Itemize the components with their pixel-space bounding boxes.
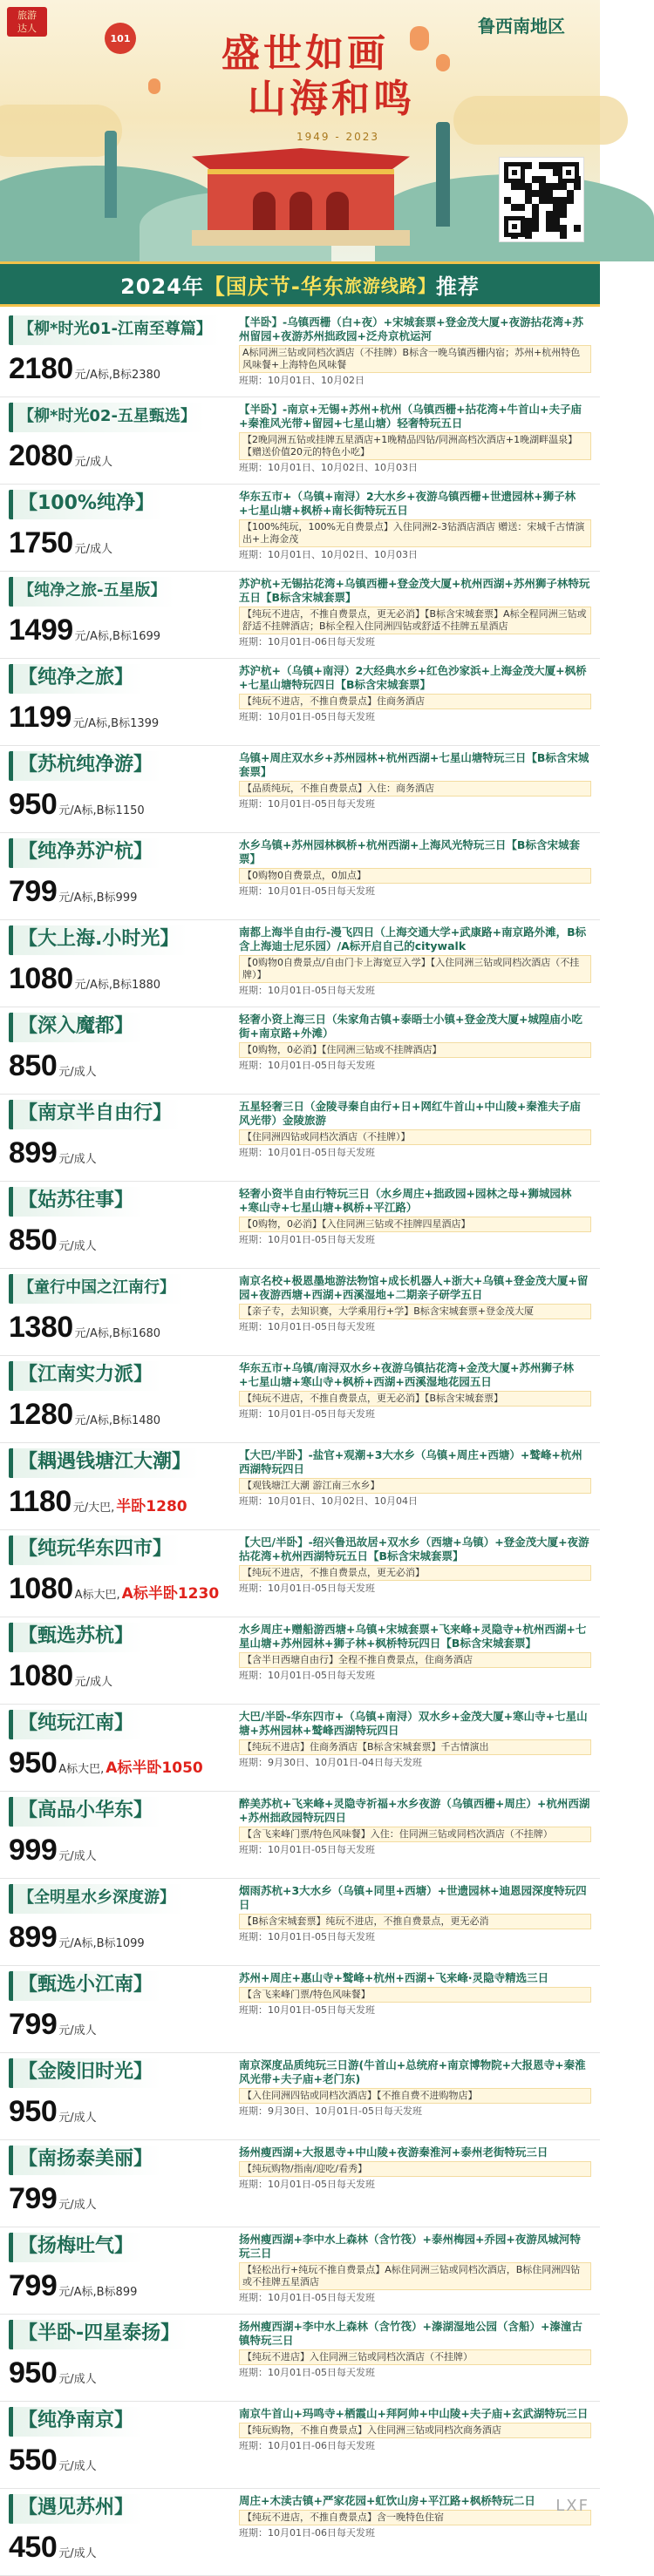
route-price: 450 <box>9 2531 58 2564</box>
route-row[interactable] <box>0 2140 600 2227</box>
route-tag: 【纯净之旅-五星版】 <box>9 577 174 607</box>
route-departure: 班期：9月30日、10月01日-05日每天发班 <box>239 2105 422 2117</box>
route-tag: 【甄选小江南】 <box>9 1971 161 2001</box>
route-price: 899 <box>9 1136 58 1169</box>
route-details <box>234 1879 600 1965</box>
price-line <box>9 1311 227 1345</box>
route-tag: 【高品小华东】 <box>9 1797 161 1827</box>
route-tag: 【扬梅吐气】 <box>9 2233 142 2262</box>
route-details <box>234 1007 600 1094</box>
route-summary <box>0 746 234 832</box>
price-line <box>9 788 227 822</box>
price-line <box>9 875 227 909</box>
route-details <box>234 485 600 571</box>
route-note: 【2晚同洲五钻或挂牌五星酒店+1晚精品四钻/同洲高档次酒店+1晚湖畔温泉】【赠送价值20元的特色小吃】 <box>239 432 591 460</box>
route-departure: 班期：10月01日、10月02日、10月03日 <box>239 462 418 473</box>
tiananmen-gate-illustration <box>192 148 410 246</box>
route-summary <box>0 2140 234 2227</box>
route-itinerary: 五星轻奢三日（金陵寻秦自由行+日+网红牛首山+中山陵+秦淮夫子庙风光带）金陵旅游 <box>239 1100 581 1127</box>
route-note: 【纯玩购物/指南/迎吃/看秀】 <box>239 2161 591 2177</box>
banner-title: 【国庆节-华东 <box>203 274 344 299</box>
route-summary <box>0 2315 234 2401</box>
route-summary <box>0 1879 234 1965</box>
route-row[interactable] <box>0 2053 600 2140</box>
price-line <box>9 2008 227 2042</box>
route-price: 1750 <box>9 526 73 559</box>
headline <box>174 31 436 122</box>
route-tag: 【柳*时光02-五星甄选】 <box>9 403 205 432</box>
route-tag: 【全明星水乡深度游】 <box>9 1884 184 1914</box>
route-note: 【品质纯玩，不推自费景点】入住：商务酒店 <box>239 781 591 797</box>
route-row[interactable] <box>0 310 600 397</box>
headline-line1: 盛世如画 <box>221 31 389 76</box>
route-summary <box>0 1705 234 1791</box>
route-summary <box>0 2227 234 2314</box>
route-tag: 【南扬泰美丽】 <box>9 2146 161 2175</box>
route-note: 【B标含宋城套票】纯玩不进店，不推自费景点，更无必消 <box>239 1914 591 1929</box>
route-summary <box>0 2402 234 2488</box>
route-note: 【0购物，0必消】【住同洲三钻或不挂牌酒店】 <box>239 1042 591 1058</box>
route-price: 1199 <box>9 701 72 734</box>
route-note: 【0购物0自费景点/自由门卡上海宽豆入学】【入住同洲三钻或同档次酒店（不挂牌）】 <box>239 955 591 983</box>
route-price-unit: 元/成人 <box>58 1240 97 1253</box>
route-note: 【100%纯玩，100%无自费景点】入住同洲2-3钻酒店酒店 赠送：宋城千古情演出+上海金茂 <box>239 519 591 547</box>
route-itinerary: 扬州瘦西湖+李中水上森林（含竹筏）+泰州梅园+乔园+夜游凤城河特玩三日 <box>239 2233 581 2260</box>
route-row[interactable] <box>0 572 600 659</box>
route-departure: 班期：10月01日、10月02日、10月04日 <box>239 1495 418 1507</box>
route-departure: 班期：10月01日-06日每天发班 <box>239 636 375 647</box>
route-price: 1499 <box>9 613 73 647</box>
route-tag: 【柳*时光01-江南至尊篇】 <box>9 315 221 345</box>
route-departure: 班期：10月01日-05日每天发班 <box>239 711 375 722</box>
price-line <box>9 2095 227 2129</box>
route-price: 1080 <box>9 1572 73 1605</box>
route-row[interactable] <box>0 746 600 833</box>
route-price: 950 <box>9 2356 58 2390</box>
route-itinerary: 烟雨苏杭+3大水乡（乌镇+同里+西塘）+世遗园林+迪恩园深度特玩四日 <box>239 1884 587 1911</box>
route-note: 【含飞来峰门票/特色风味餐】 <box>239 1987 591 2003</box>
route-note: 【轻松出行+纯玩不推自费景点】A标住同洲三钻或同档次酒店，B标住同洲四钻或不挂牌五星酒店 <box>239 2262 591 2290</box>
route-details <box>234 2053 600 2139</box>
route-tag: 【大上海.小时光】 <box>9 925 187 955</box>
route-price-unit: 元/大巴, <box>72 1502 115 1515</box>
route-details <box>234 1966 600 2052</box>
route-price-unit: 元/成人 <box>74 1676 113 1689</box>
route-departure: 班期：10月01日-05日每天发班 <box>239 1060 375 1071</box>
route-summary <box>0 1617 234 1704</box>
route-price: 799 <box>9 2269 58 2302</box>
route-price-unit: 元/A标,B标1699 <box>74 630 161 643</box>
route-summary <box>0 1792 234 1878</box>
route-row[interactable] <box>0 1617 600 1705</box>
route-price: 799 <box>9 875 58 908</box>
route-summary <box>0 1007 234 1094</box>
qr-code[interactable] <box>499 157 584 242</box>
route-note: 【纯玩不进店，不推自费景点，更无必消】【B标含宋城套票】A标全程同洲三钻或舒适不挂牌酒店；B标全程入住同洲四钻或舒适不挂牌五星酒店 <box>239 607 591 634</box>
route-itinerary: 南京名校+极恩墨地游法物馆+成长机器人+浙大+乌镇+登金茂大厦+留园+夜游西塘+西湖+西溪湿地+二期亲子研学五日 <box>239 1274 589 1301</box>
route-details <box>234 1443 600 1529</box>
route-tag: 【耦遇钱塘江大潮】 <box>9 1448 200 1478</box>
route-itinerary: 水乡周庄+赠船游西塘+乌镇+宋城套票+飞来峰+灵隐寺+杭州西湖+七星山塘+苏州园林+狮子林+枫桥特玩四日【B标含宋城套票】 <box>239 1623 587 1650</box>
route-itinerary: 周庄+木渎古镇+严家花园+虹饮山房+平江路+枫桥特玩二日 <box>239 2494 535 2507</box>
route-note: 【纯玩不进店，不推自费景点】含一晚特色住宿 <box>239 2510 591 2525</box>
route-price: 1080 <box>9 1659 73 1692</box>
route-row[interactable] <box>0 1705 600 1792</box>
route-row[interactable] <box>0 1879 600 1966</box>
route-note: 【入住同洲四钻或同档次酒店】【不推自费不进购物店】 <box>239 2088 591 2104</box>
route-price-highlight: 半卧1280 <box>116 1498 187 1515</box>
route-price-unit: 元/A标,B标1150 <box>58 804 145 817</box>
route-tag: 【100%纯净】 <box>9 490 163 519</box>
route-row[interactable] <box>0 1269 600 1356</box>
route-note: 【住同洲四钻或同档次酒店（不挂牌）】 <box>239 1129 591 1145</box>
route-details <box>234 2227 600 2314</box>
price-line <box>9 2269 227 2303</box>
route-summary <box>0 1095 234 1181</box>
route-departure: 班期：10月01日-05日每天发班 <box>239 1844 375 1855</box>
route-departure: 班期：10月01日-05日每天发班 <box>239 1583 375 1594</box>
route-itinerary: 南都上海半自由行-漫飞四日（上海交通大学+武康路+南京路外滩，B标含上海迪士尼乐园）/A标开启自己的citywalk <box>239 925 587 952</box>
route-note: 【纯玩不进店，不推自费景点，更无必消】 <box>239 1565 591 1581</box>
route-note: 【0购物0自费景点，0加点】 <box>239 868 591 884</box>
route-itinerary: 乌镇+周庄双水乡+苏州园林+杭州西湖+七星山塘特玩三日【B标含宋城套票】 <box>239 751 589 778</box>
route-price: 799 <box>9 2182 58 2215</box>
route-note: 【观钱塘江大潮 游江南三水乡】 <box>239 1478 591 1494</box>
price-line <box>9 1746 227 1780</box>
route-details <box>234 2402 600 2488</box>
logo-text: 旅游 达人 <box>17 10 37 34</box>
cloud-decoration <box>453 96 628 145</box>
route-price: 999 <box>9 1834 58 1867</box>
route-departure: 班期：10月01日-06日每天发班 <box>239 2527 375 2539</box>
banner-end: 推荐 <box>435 274 480 299</box>
lantern-icon <box>148 78 160 94</box>
route-departure: 班期：10月01日-05日每天发班 <box>239 2179 375 2190</box>
price-line <box>9 1834 227 1868</box>
route-price: 950 <box>9 2095 58 2128</box>
route-tag: 【姑苏往事】 <box>9 1187 142 1217</box>
route-tag: 【金陵旧时光】 <box>9 2058 161 2088</box>
route-row[interactable] <box>0 1530 600 1617</box>
route-price-unit: 元/成人 <box>58 1066 97 1079</box>
banner-suffix: 旅游线路】 <box>344 275 436 296</box>
price-line <box>9 2182 227 2216</box>
route-details <box>234 397 600 484</box>
route-departure: 班期：10月01日-06日每天发班 <box>239 2440 375 2451</box>
route-price-unit: 元/成人 <box>74 543 113 556</box>
price-line <box>9 613 227 647</box>
route-price-unit: 元/A标,B标999 <box>58 891 138 905</box>
route-note: 【纯玩购物，不推自费景点】入住同洲三钻或同档次商务酒店 <box>239 2423 591 2438</box>
tower-decoration <box>436 122 450 227</box>
price-line <box>9 1572 227 1606</box>
route-summary <box>0 2489 234 2575</box>
route-details <box>234 1356 600 1442</box>
route-itinerary: 苏沪杭+（乌镇+南浔）2大经典水乡+红色沙家浜+上海金茂大厦+枫桥+七星山塘特玩四日【B标含宋城套票】 <box>239 664 587 691</box>
years-label: 1949 - 2023 <box>296 131 380 143</box>
route-tag: 【苏杭纯净游】 <box>9 751 161 781</box>
route-tag: 【纯净之旅】 <box>9 664 142 694</box>
route-itinerary: 轻奢小资上海三日（朱家角古镇+泰晤士小镇+登金茂大厦+城隍庙小吃街+南京路+外滩） <box>239 1013 582 1040</box>
route-price: 2080 <box>9 439 73 472</box>
route-details <box>234 920 600 1007</box>
banner-year: 2024年 <box>120 274 204 299</box>
route-row[interactable] <box>0 1007 600 1095</box>
route-details <box>234 1617 600 1704</box>
route-tag: 【甄选苏杭】 <box>9 1623 142 1652</box>
route-price-unit: 元/成人 <box>58 2547 97 2560</box>
route-itinerary: 南京牛首山+玛鸣寺+栖霞山+拜阿帅+中山陵+夫子庙+玄武湖特玩三日 <box>239 2407 589 2420</box>
brand-logo <box>7 7 47 37</box>
route-details <box>234 2315 600 2401</box>
route-itinerary: 水乡乌镇+苏州园林枫桥+杭州西湖+上海风光特玩三日【B标含宋城套票】 <box>239 838 580 865</box>
tower-decoration <box>105 131 117 218</box>
route-row[interactable] <box>0 833 600 920</box>
route-price-unit: 元/A标,B标1880 <box>74 979 161 992</box>
route-departure: 班期：10月01日-05日每天发班 <box>239 2004 375 2016</box>
route-summary <box>0 920 234 1007</box>
route-price: 850 <box>9 1224 58 1257</box>
price-line <box>9 526 227 560</box>
watermark: LXF <box>555 2497 589 2515</box>
route-price-unit: 元/成人 <box>74 456 113 469</box>
price-line <box>9 1136 227 1170</box>
route-itinerary: 醉美苏杭+飞来峰+灵隐寺祈福+水乡夜游（乌镇西栅+周庄）+杭州西湖+苏州拙政园特玩四日 <box>239 1797 590 1824</box>
route-tag: 【遇见苏州】 <box>9 2494 142 2524</box>
route-row[interactable] <box>0 2315 600 2402</box>
route-row[interactable] <box>0 397 600 485</box>
route-tag: 【江南实力派】 <box>9 1361 161 1391</box>
route-itinerary: 华东五市+（乌镇+南浔）2大水乡+夜游乌镇西栅+世遗园林+狮子林+七星山塘+枫桥+南长街特玩五日 <box>239 490 576 517</box>
lantern-icon <box>436 54 450 71</box>
route-row[interactable] <box>0 920 600 1007</box>
route-itinerary: 轻奢小资半自由行特玩三日（水乡周庄+拙政园+园林之母+狮城园林+寒山寺+七星山塘+枫桥+平江路） <box>239 1187 572 1214</box>
route-itinerary: 【半卧】-乌镇西栅（白+夜）+宋城套票+登金茂大厦+夜游拈花湾+苏州留园+夜游苏州拙政园+泛舟京杭运河 <box>239 315 584 342</box>
route-row[interactable] <box>0 485 600 572</box>
route-details <box>234 1792 600 1878</box>
route-note: A标同洲三钻或同档次酒店（不挂牌）B标含一晚乌镇西栅内宿；苏州+杭州特色风味餐+上海特色风味餐 <box>239 345 591 373</box>
route-price-unit: 元/A标,B标899 <box>58 2286 138 2299</box>
route-itinerary: 【大巴/半卧】-绍兴鲁迅故居+双水乡（西塘+乌镇）+登金茂大厦+夜游拈花湾+杭州西湖特玩五日【B标含宋城套票】 <box>239 1535 589 1563</box>
route-price: 1380 <box>9 1311 73 1344</box>
route-price-unit: 元/A标,B标1480 <box>74 1414 161 1427</box>
price-line <box>9 1398 227 1432</box>
route-itinerary: 苏州+周庄+惠山寺+鹫峰+杭州+西湖+飞来峰·灵隐寺精选三日 <box>239 1971 549 1984</box>
price-line <box>9 2444 227 2478</box>
price-line <box>9 1224 227 1257</box>
route-row[interactable] <box>0 659 600 746</box>
route-price-unit: 元/A标,B标2380 <box>74 369 161 382</box>
route-price: 899 <box>9 1921 58 1954</box>
route-itinerary: 【半卧】-南京+无锡+苏州+杭州（乌镇西栅+拈花湾+牛首山+夫子庙+秦淮风光带+留园+七星山塘）轻奢特玩五日 <box>239 403 582 430</box>
price-line <box>9 2531 227 2565</box>
route-price-unit: 元/成人 <box>58 2024 97 2037</box>
route-price: 850 <box>9 1049 58 1082</box>
anniversary-emblem <box>105 23 136 54</box>
route-details <box>234 1530 600 1617</box>
price-line <box>9 962 227 996</box>
route-price-highlight: A标半卧1050 <box>106 1759 203 1777</box>
route-note: 【亲子专，去知识赛，大学乘用行+学】B标含宋城套票+登金茂大厦 <box>239 1304 591 1319</box>
route-itinerary: 扬州瘦西湖+李中水上森林（含竹筏）+溱湖湿地公园（含船）+溱潼古镇特玩三日 <box>239 2320 582 2347</box>
route-departure: 班期：10月01日-05日每天发班 <box>239 1321 375 1332</box>
price-line <box>9 439 227 473</box>
route-departure: 班期：10月01日-05日每天发班 <box>239 885 375 897</box>
route-details <box>234 833 600 919</box>
route-row[interactable] <box>0 1966 600 2053</box>
route-details <box>234 1182 600 1268</box>
route-price-unit: 元/成人 <box>58 2199 97 2212</box>
route-row[interactable] <box>0 2227 600 2315</box>
route-price-unit: 元/成人 <box>58 2460 97 2473</box>
route-note: 【纯玩不进店，不推自费景点】住商务酒店 <box>239 694 591 709</box>
route-summary <box>0 2053 234 2139</box>
route-note: 【纯玩不进店，不推自费景点，更无必消】【B标含宋城套票】 <box>239 1391 591 1407</box>
route-itinerary: 大巴/半卧-华东四市+（乌镇+南浔）双水乡+金茂大厦+寒山寺+七星山塘+苏州园林+鹫峰西湖特玩四日 <box>239 1710 588 1737</box>
route-note: 【含半日西塘自由行】全程不推自费景点，住商务酒店 <box>239 1652 591 1668</box>
route-price-unit: 元/A标,B标1680 <box>74 1327 161 1340</box>
route-note: 【含飞来峰门票/特色风味餐】入住：住同洲三钻或同档次酒店（不挂牌） <box>239 1827 591 1842</box>
route-note: 【纯玩不进店】住商务酒店【B标含宋城套票】千古情演出 <box>239 1739 591 1755</box>
route-price-unit: 元/成人 <box>58 1153 97 1166</box>
route-price-highlight: A标半卧1230 <box>121 1585 220 1603</box>
route-tag: 【纯净南京】 <box>9 2407 142 2437</box>
route-price-unit: 元/A标,B标1099 <box>58 1937 145 1950</box>
header-poster <box>0 0 600 261</box>
route-departure: 班期：9月30日、10月01日-04日每天发班 <box>239 1757 422 1768</box>
route-row[interactable] <box>0 1095 600 1182</box>
route-note: 【0购物，0必消】【入住同洲三钻或不挂牌四星酒店】 <box>239 1217 591 1232</box>
route-details <box>234 310 600 397</box>
price-line <box>9 1485 227 1519</box>
route-tag: 【纯净苏沪杭】 <box>9 838 161 868</box>
route-summary <box>0 1182 234 1268</box>
route-tag: 【深入魔都】 <box>9 1013 142 1042</box>
route-departure: 班期：10月01日-05日每天发班 <box>239 798 375 810</box>
emblem-text: 101 <box>110 32 131 44</box>
route-details <box>234 746 600 832</box>
price-line <box>9 1049 227 1083</box>
route-row[interactable] <box>0 1443 600 1530</box>
route-departure: 班期：10月01日-05日每天发班 <box>239 2292 375 2303</box>
price-line <box>9 1921 227 1955</box>
route-summary <box>0 572 234 658</box>
route-price-unit: 元/成人 <box>58 1850 97 1863</box>
headline-line2: 山海和鸣 <box>248 77 415 121</box>
route-tag: 【纯玩华东四市】 <box>9 1535 181 1565</box>
price-line <box>9 2356 227 2390</box>
cloud-decoration <box>0 105 122 157</box>
route-summary <box>0 833 234 919</box>
route-itinerary: 华东五市+乌镇/南浔双水乡+夜游乌镇拈花湾+金茂大厦+苏州狮子林+七星山塘+寒山寺+枫桥+西湖+西溪湿地花园五日 <box>239 1361 574 1388</box>
route-summary <box>0 659 234 745</box>
region-label: 鲁西南地区 <box>478 16 565 37</box>
route-price: 1180 <box>9 1485 72 1518</box>
route-departure: 班期：10月01日-05日每天发班 <box>239 1234 375 1245</box>
route-summary <box>0 1530 234 1617</box>
route-details <box>234 2140 600 2227</box>
route-tag: 【南京半自由行】 <box>9 1100 181 1129</box>
route-row[interactable] <box>0 2402 600 2489</box>
route-price: 550 <box>9 2444 58 2477</box>
route-details <box>234 572 600 658</box>
route-price-unit: A标大巴, <box>58 1763 105 1776</box>
route-itinerary: 扬州瘦西湖+大报恩寺+中山陵+夜游秦淮河+泰州老街特玩三日 <box>239 2146 548 2159</box>
route-price-unit: A标大巴, <box>74 1589 120 1602</box>
route-tag: 【童行中国之江南行】 <box>9 1274 184 1304</box>
route-details <box>234 1095 600 1181</box>
route-summary <box>0 1356 234 1442</box>
route-departure: 班期：10月01日、10月02日、10月03日 <box>239 549 418 560</box>
price-line <box>9 1659 227 1693</box>
route-list <box>0 307 600 2576</box>
price-line <box>9 352 227 386</box>
route-departure: 班期：10月01日-05日每天发班 <box>239 1408 375 1420</box>
route-details <box>234 659 600 745</box>
route-row[interactable] <box>0 1182 600 1269</box>
route-price-unit: 元/A标,B标1399 <box>72 717 160 730</box>
route-tag: 【纯玩江南】 <box>9 1710 142 1739</box>
route-price: 799 <box>9 2008 58 2041</box>
route-departure: 班期：10月01日-05日每天发班 <box>239 1147 375 1158</box>
route-note: 【纯玩不进店】入住同洲三钻或同档次酒店（不挂牌） <box>239 2349 591 2365</box>
route-price: 1080 <box>9 962 73 995</box>
route-summary <box>0 397 234 484</box>
route-departure: 班期：10月01日-05日每天发班 <box>239 1931 375 1942</box>
route-departure: 班期：10月01日、10月02日 <box>239 375 364 386</box>
price-line <box>9 701 227 735</box>
route-itinerary: 苏沪杭+无锡拈花湾+乌镇西栅+登金茂大厦+杭州西湖+苏州狮子林特玩五日【B标含宋城套票】 <box>239 577 590 604</box>
route-details <box>234 1705 600 1791</box>
route-price-unit: 元/成人 <box>58 2373 97 2386</box>
route-departure: 班期：10月01日-05日每天发班 <box>239 1670 375 1681</box>
route-price: 1280 <box>9 1398 73 1431</box>
route-itinerary: 【大巴/半卧】-盐官+观潮+3大水乡（乌镇+周庄+西塘）+鹫峰+杭州西湖特玩四日 <box>239 1448 582 1475</box>
route-details <box>234 2489 600 2575</box>
route-details <box>234 1269 600 1355</box>
route-departure: 班期：10月01日-05日每天发班 <box>239 2367 375 2378</box>
route-price: 950 <box>9 788 58 821</box>
route-summary <box>0 485 234 571</box>
route-price: 2180 <box>9 352 73 385</box>
route-row[interactable] <box>0 2489 600 2576</box>
route-summary <box>0 1443 234 1529</box>
route-row[interactable] <box>0 1356 600 1443</box>
title-banner <box>0 261 600 307</box>
route-row[interactable] <box>0 1792 600 1879</box>
route-departure: 班期：10月01日-05日每天发班 <box>239 985 375 996</box>
route-price: 950 <box>9 1746 58 1779</box>
route-summary <box>0 1269 234 1355</box>
route-itinerary: 南京深度品质纯玩三日游(牛首山+总统府+南京博物院+大报恩寺+秦淮风光带+夫子庙+老门东) <box>239 2058 586 2085</box>
route-tag: 【半卧-四星泰扬】 <box>9 2320 188 2349</box>
route-summary <box>0 310 234 397</box>
route-summary <box>0 1966 234 2052</box>
route-price-unit: 元/成人 <box>58 2112 97 2125</box>
